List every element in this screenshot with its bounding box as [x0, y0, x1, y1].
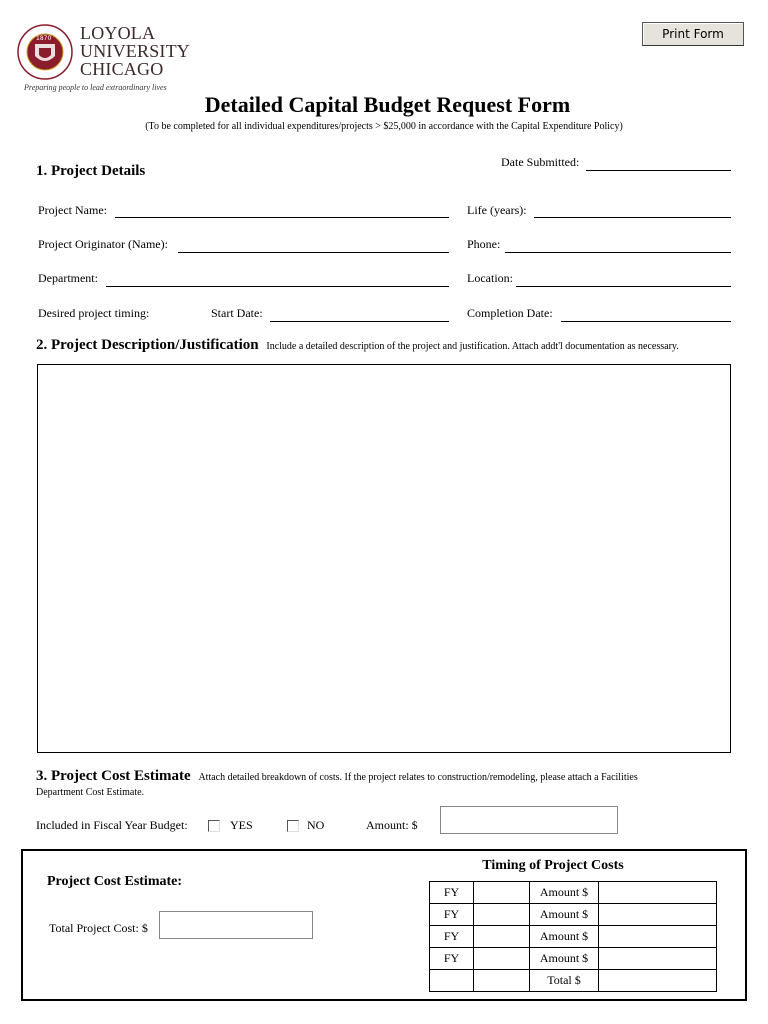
completion-date-field[interactable] [561, 321, 731, 322]
section-3-note-2: Department Cost Estimate. [36, 787, 145, 798]
life-years-field[interactable] [534, 217, 731, 218]
logo-line-2: UNIVERSITY [80, 41, 190, 61]
logo-line-1: LOYOLA [80, 23, 156, 43]
fy-label: FY [430, 948, 474, 970]
section-2-note: Include a detailed description of the project and justification. Attach addt'l documentation as necessary. [266, 341, 679, 352]
logo-line-3: CHICAGO [80, 59, 164, 79]
fy-label: FY [430, 926, 474, 948]
project-name-field[interactable] [115, 217, 449, 218]
location-label: Location: [467, 271, 513, 285]
university-seal [17, 24, 73, 80]
fy-input[interactable] [474, 904, 530, 926]
timing-row [430, 948, 717, 970]
location-field[interactable] [516, 286, 731, 287]
section-3-title: 3. Project Cost Estimate [36, 768, 191, 784]
form-title: Detailed Capital Budget Request Form [204, 92, 571, 117]
amount-label: Amount $ [530, 904, 599, 926]
fy-input[interactable] [474, 948, 530, 970]
amount-label: Amount $ [530, 882, 599, 904]
tagline: Preparing people to lead extraordinary lives [24, 83, 167, 92]
no-checkbox[interactable] [287, 820, 299, 832]
print-form-button[interactable]: Print Form [642, 22, 744, 46]
amount-input[interactable] [599, 904, 717, 926]
yes-checkbox[interactable] [208, 820, 220, 832]
amount-input[interactable] [599, 948, 717, 970]
project-timing-label: Desired project timing: [38, 306, 150, 320]
section-2-heading [36, 337, 679, 354]
budget-amount-input[interactable] [440, 806, 618, 834]
phone-field[interactable] [505, 252, 731, 253]
form-subtitle: (To be completed for all individual expenditures/projects > $25,000 in accordance with the Capital Expenditure Policy) [145, 121, 623, 132]
date-submitted-label: Date Submitted: [501, 155, 580, 169]
total-spacer [430, 970, 474, 992]
total-input[interactable] [599, 970, 717, 992]
seal-year: 1870 [36, 35, 52, 42]
start-date-field[interactable] [270, 321, 449, 322]
fiscal-budget-label: Included in Fiscal Year Budget: [36, 818, 188, 832]
total-spacer [474, 970, 530, 992]
originator-label: Project Originator (Name): [38, 237, 168, 251]
completion-date-label: Completion Date: [467, 306, 553, 320]
amount-label: Amount $ [530, 926, 599, 948]
yes-label: YES [230, 818, 253, 832]
total-project-cost-label: Total Project Cost: $ [49, 921, 148, 935]
fy-input[interactable] [474, 926, 530, 948]
timing-row [430, 926, 717, 948]
timing-row [430, 904, 717, 926]
timing-total-row [430, 970, 717, 992]
section-3-note-1: Attach detailed breakdown of costs. If the project relates to construction/remodeling, please attach a Facilities [198, 772, 638, 783]
project-name-label: Project Name: [38, 203, 107, 217]
fy-label: FY [430, 904, 474, 926]
cost-estimate-heading: Project Cost Estimate: [47, 874, 183, 889]
fy-input[interactable] [474, 882, 530, 904]
phone-label: Phone: [467, 237, 501, 251]
project-description-textarea[interactable] [37, 364, 731, 753]
amount-input[interactable] [599, 882, 717, 904]
amount-label: Amount $ [530, 948, 599, 970]
department-field[interactable] [106, 286, 449, 287]
timing-table [429, 881, 717, 992]
section-3-heading [36, 768, 638, 785]
timing-row [430, 882, 717, 904]
start-date-label: Start Date: [211, 306, 263, 320]
no-label: NO [307, 818, 325, 832]
section-1-heading: 1. Project Details [36, 163, 146, 179]
amount-label: Amount: $ [366, 818, 418, 832]
fy-label: FY [430, 882, 474, 904]
total-project-cost-input[interactable] [159, 911, 313, 939]
department-label: Department: [38, 271, 98, 285]
amount-input[interactable] [599, 926, 717, 948]
section-2-title: 2. Project Description/Justification [36, 337, 259, 353]
date-submitted-field[interactable] [586, 170, 731, 171]
originator-field[interactable] [178, 252, 449, 253]
timing-heading: Timing of Project Costs [482, 858, 624, 873]
life-years-label: Life (years): [467, 203, 527, 217]
university-logo-text [80, 24, 190, 78]
total-label: Total $ [530, 970, 599, 992]
